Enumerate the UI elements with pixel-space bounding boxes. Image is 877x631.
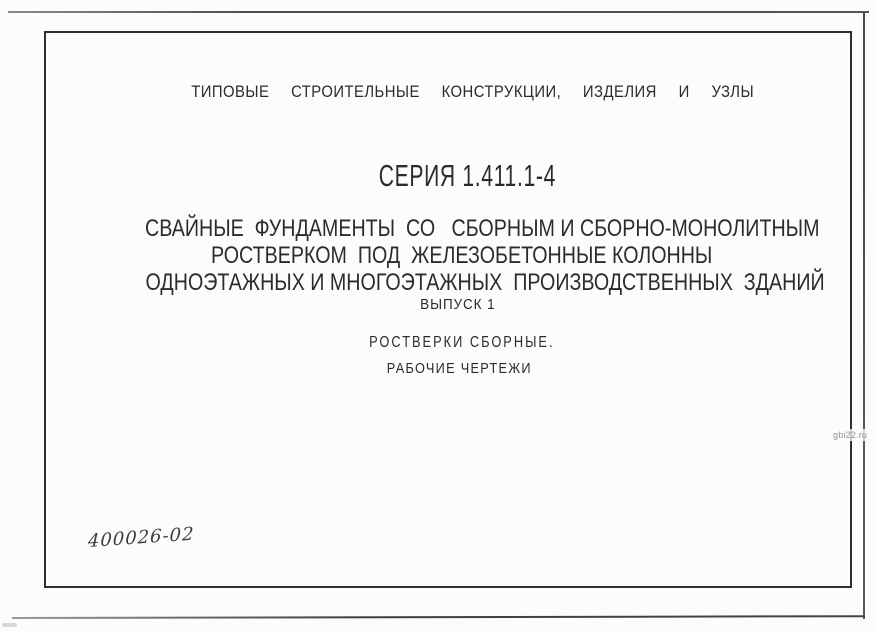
paper-edge-bottom <box>12 615 865 619</box>
subtitle-line-1-text: РОСТВЕРКИ СБОРНЫЕ. <box>369 334 555 351</box>
main-title-line-2-text: РОСТВЕРКОМ ПОД ЖЕЛЕЗОБЕТОННЫЕ КОЛОННЫ <box>210 242 713 269</box>
series-title-text: СЕРИЯ 1.411.1-4 <box>378 158 556 193</box>
scan-artifact <box>2 623 17 627</box>
main-title-line-3-text: ОДНОЭТАЖНЫХ И МНОГОЭТАЖНЫХ ПРОИЗВОДСТВЕННЫХ ЗДАНИЙ <box>145 269 825 296</box>
document-header-text: ТИПОВЫЕ СТРОИТЕЛЬНЫЕ КОНСТРУКЦИИ, ИЗДЕЛИЯ И УЗЛЫ <box>190 83 754 101</box>
handwritten-inventory-number: 400026-02 <box>87 523 195 553</box>
subtitle-line-2 <box>44 343 852 394</box>
paper-edge-right <box>863 12 865 619</box>
paper-edge-top <box>8 11 869 13</box>
site-watermark: gbi22.ru <box>833 430 868 440</box>
document-header <box>44 64 852 121</box>
subtitle-line-2-text: РАБОЧИЕ ЧЕРТЕЖИ <box>386 360 532 377</box>
main-title-line-1-text: СВАЙНЫЕ ФУНДАМЕНТЫ СО СБОРНЫМ И СБОРНО-МОНОЛИТНЫМ <box>144 215 820 242</box>
issue-label-text: ВЫПУСК 1 <box>420 296 496 313</box>
